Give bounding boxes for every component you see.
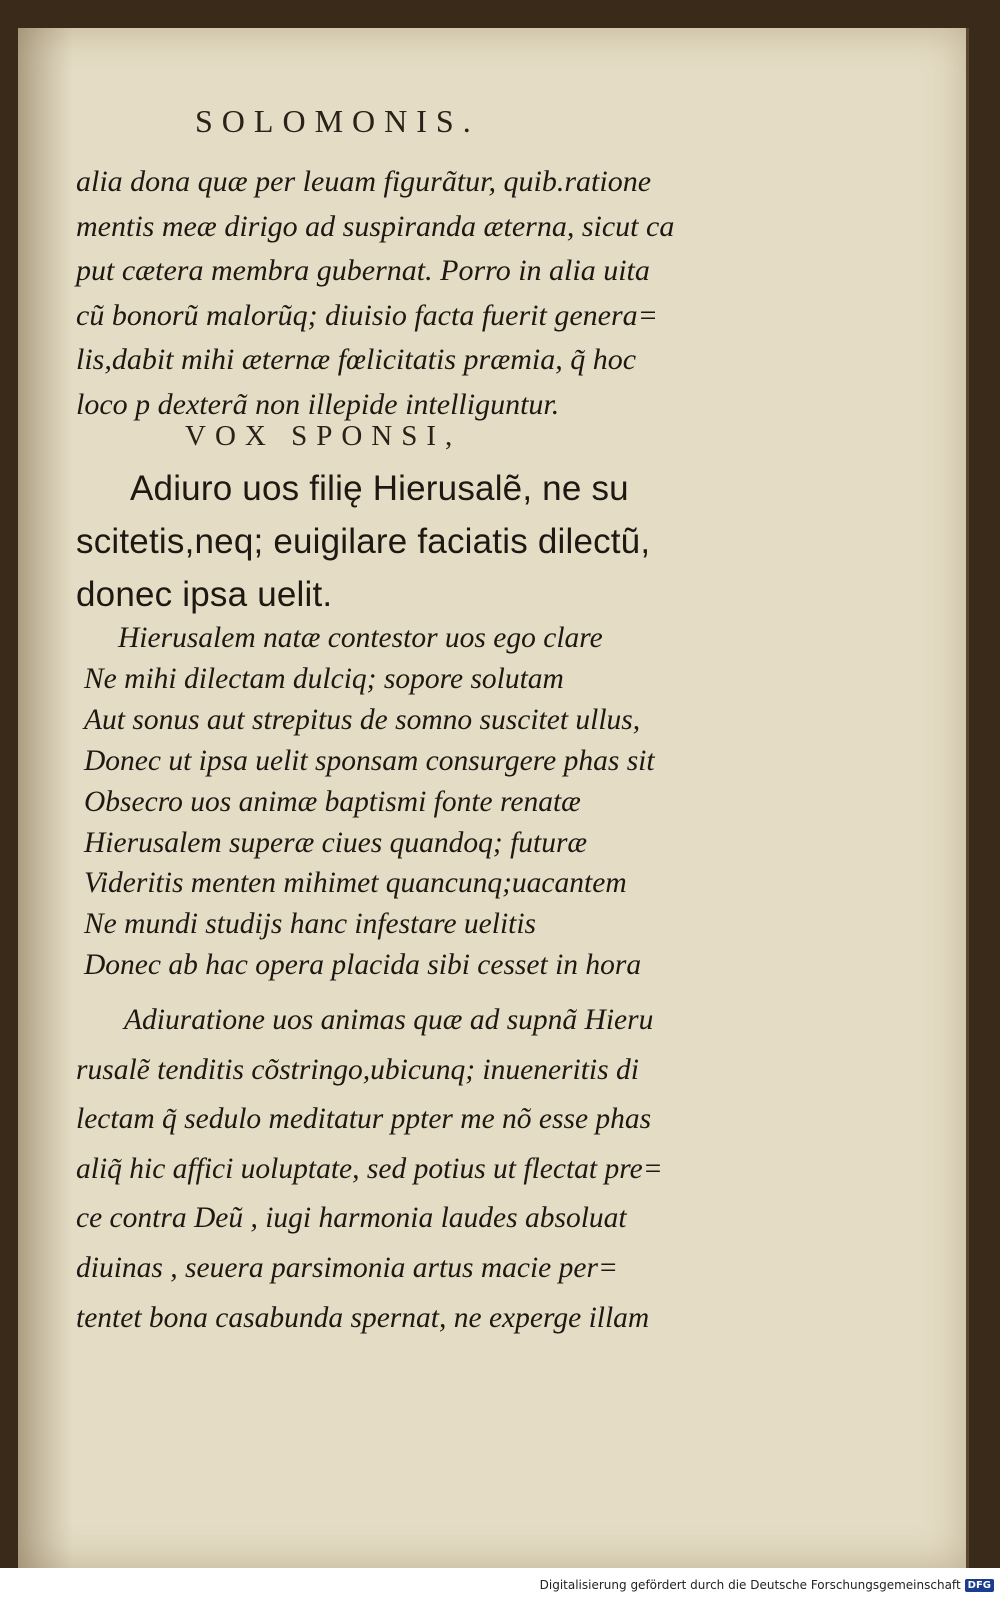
scripture-line: donec ipsa uelit. xyxy=(76,575,333,614)
paragraph-1 xyxy=(76,160,696,427)
page-gutter-shadow xyxy=(18,28,73,1568)
paragraph-2 xyxy=(76,996,696,1343)
text-line: cũ bonorũ malorũq; diuisio facta fuerit genera= xyxy=(76,298,658,332)
verse-line: Aut sonus aut strepitus de somno suscitet ullus, xyxy=(84,703,641,736)
verse-line: Hierusalem natæ contestor uos ego clare xyxy=(118,622,603,654)
text-line: ce contra Deũ , iugi harmonia laudes absoluat xyxy=(76,1202,627,1235)
verse-line: Ne mundi studijs hanc infestare uelitis xyxy=(84,908,537,941)
digitization-footer xyxy=(0,1568,1000,1602)
text-line: alia dona quæ per leuam figurãtur, quib.ratione xyxy=(76,165,652,198)
verse-line: Donec ut ipsa uelit sponsam consurgere phas sit xyxy=(84,744,655,777)
footer-credit-text: Digitalisierung gefördert durch die Deutsche Forschungsgemeinschaft xyxy=(539,1578,961,1592)
text-line: rusalẽ tenditis cõstringo,ubicunq; inueneritis di xyxy=(76,1053,639,1086)
text-line: tentet bona casabunda spernat, ne experge illam xyxy=(76,1301,650,1334)
verse-line: Obsecro uos animæ baptismi fonte renatæ xyxy=(84,785,581,818)
text-line: mentis meæ dirigo ad suspiranda æterna, sicut ca xyxy=(76,209,675,243)
scripture-line: Adiuro uos filię Hierusalẽ, ne su xyxy=(130,469,629,508)
text-line: aliq̃ hic affici uoluptate, sed potius ut flectat pre= xyxy=(76,1152,663,1185)
scripture-line: scitetis,neq; euigilare faciatis dilectũ, xyxy=(76,522,651,561)
text-line: Adiuratione uos animas quæ ad supnã Hieru xyxy=(124,1004,654,1036)
verse-line: Videritis menten mihimet quancunq;uacantem xyxy=(84,867,627,900)
dfg-logo-icon: DFG xyxy=(965,1579,994,1592)
running-head: SOLOMONIS. xyxy=(195,103,480,139)
verse-passage xyxy=(76,618,696,986)
scripture-passage xyxy=(76,462,696,621)
text-line: lectam q̃ sedulo meditatur ppter me nõ esse phas xyxy=(76,1103,652,1136)
verse-line: Ne mihi dilectam dulciq; sopore solutam xyxy=(84,662,564,695)
text-line: put cætera membra gubernat. Porro in alia uita xyxy=(76,254,650,287)
text-line: diuinas , seuera parsimonia artus macie per= xyxy=(76,1251,618,1284)
text-line: loco p dexterã non illepide intelliguntur. xyxy=(76,387,560,421)
section-heading: VOX SPONSI, xyxy=(185,420,462,452)
verse-line: Donec ab hac opera placida sibi cesset in hora xyxy=(84,949,642,982)
verse-line: Hierusalem superæ ciues quandoq; futuræ xyxy=(84,826,588,859)
text-line: lis,dabit mihi æternæ fœlicitatis præmia, q̃ hoc xyxy=(76,343,637,376)
